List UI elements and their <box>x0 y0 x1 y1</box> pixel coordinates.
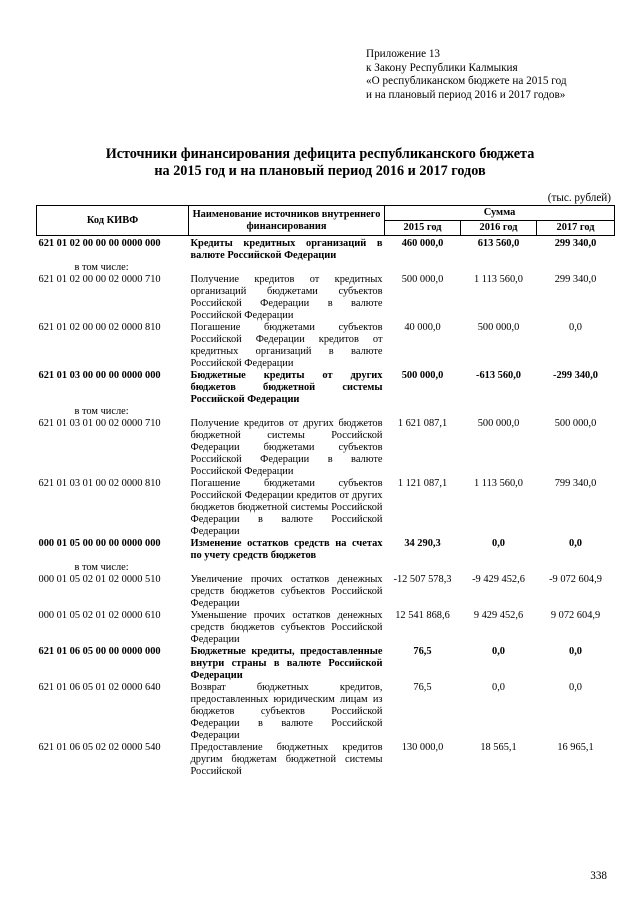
row-2017: 9 072 604,9 <box>550 610 601 621</box>
row-2016: -613 560,0 <box>475 370 522 381</box>
row-2017: 500 000,0 <box>554 418 597 429</box>
row-2017: 0,0 <box>569 682 582 693</box>
including-row <box>37 562 615 574</box>
units-label: (тыс. рублей) <box>547 192 611 204</box>
row-2016: -9 429 452,6 <box>472 574 525 585</box>
appendix-note <box>366 48 616 102</box>
table-row <box>37 646 615 682</box>
row-2015: 460 000,0 <box>401 238 444 249</box>
row-2016: 500 000,0 <box>477 322 520 333</box>
row-name: Получение кредитов от кредитных организаций бюджетами субъектов Российской Федерации в валюте Российской Федерации <box>190 274 383 321</box>
row-name: Уменьшение прочих остатков денежных средств бюджетов субъектов Российской Федерации <box>190 610 383 645</box>
title-line-2: на 2015 год и на плановый период 2016 и 2017 годов <box>154 163 486 179</box>
table-row <box>37 236 615 263</box>
row-code: 000 01 05 00 00 00 0000 000 <box>38 538 161 549</box>
table-row <box>37 574 615 610</box>
including-row <box>37 406 615 418</box>
row-name: Бюджетные кредиты, предоставленные внутри страны в валюте Российской Федерации <box>190 646 383 681</box>
row-2016: 9 429 452,6 <box>473 610 524 621</box>
row-code: 621 01 06 05 00 00 0000 000 <box>38 646 161 657</box>
row-2015: 76,5 <box>413 646 432 657</box>
row-name: Погашение бюджетами субъектов Российской Федерации кредитов от кредитных организаций в валюте Российской Федерации <box>190 322 383 369</box>
page-number: 338 <box>590 870 607 882</box>
appendix-line: «О республиканском бюджете на 2015 год <box>366 75 567 88</box>
table-row <box>37 478 615 538</box>
including-label: в том числе: <box>74 262 129 273</box>
row-2017: 299 340,0 <box>554 238 597 249</box>
header-2015: 2015 год <box>385 221 461 236</box>
row-2016: 1 113 560,0 <box>474 274 523 285</box>
row-2015: 130 000,0 <box>401 742 444 753</box>
header-2017: 2017 год <box>537 221 615 236</box>
row-name: Возврат бюджетных кредитов, предоставленных юридическим лицам из бюджетов субъектов Российской Федерации в валюте Российской Федерации <box>190 682 383 741</box>
header-code: Код КИВФ <box>37 206 189 236</box>
row-code: 621 01 02 00 00 02 0000 810 <box>38 322 161 333</box>
table-row <box>37 370 615 406</box>
row-2017: 0,0 <box>569 646 582 657</box>
row-name: Увеличение прочих остатков денежных средств бюджетов субъектов Российской Федерации <box>190 574 383 609</box>
row-2015: 500 000,0 <box>401 370 444 381</box>
row-code: 621 01 06 05 02 02 0000 540 <box>38 742 161 753</box>
row-name: Кредиты кредитных организаций в валюте Российской Федерации <box>190 238 383 261</box>
row-name: Получение кредитов от других бюджетов бюджетной системы Российской Федерации бюджетами субъектов Российской Федерации в валюте Российской Федерации <box>190 418 383 477</box>
appendix-line: Приложение 13 <box>366 48 441 60</box>
row-code: 621 01 02 00 00 02 0000 710 <box>38 274 161 285</box>
row-2016: 0,0 <box>492 538 505 549</box>
row-2017: 799 340,0 <box>554 478 597 489</box>
table-row <box>37 322 615 370</box>
row-2015: 76,5 <box>413 682 432 693</box>
row-name: Предоставление бюджетных кредитов другим бюджетам бюджетной системы Российской <box>190 742 383 777</box>
row-2016: 613 560,0 <box>477 238 520 249</box>
row-2015: -12 507 578,3 <box>393 574 452 585</box>
row-code: 000 01 05 02 01 02 0000 510 <box>38 574 161 585</box>
including-row <box>37 262 615 274</box>
row-2017: 299 340,0 <box>554 274 597 285</box>
table-row <box>37 610 615 646</box>
table-row <box>37 538 615 562</box>
row-2016: 0,0 <box>492 646 505 657</box>
including-label: в том числе: <box>74 562 129 573</box>
header-name: Наименование источников внутреннего финансирования <box>189 206 385 236</box>
row-code: 621 01 03 01 00 02 0000 710 <box>38 418 161 429</box>
row-2017: -299 340,0 <box>552 370 599 381</box>
table-row <box>37 742 615 778</box>
appendix-line: и на плановый период 2016 и 2017 годов» <box>366 88 566 101</box>
header-2016: 2016 год <box>461 221 537 236</box>
row-2016: 0,0 <box>492 682 505 693</box>
row-2015: 500 000,0 <box>401 274 444 285</box>
row-name: Погашение бюджетами субъектов Российской Федерации кредитов от других бюджетов бюджетной системы Российской Федерации в валюте Российской Федерации <box>190 478 383 537</box>
row-2016: 500 000,0 <box>477 418 520 429</box>
table-row <box>37 682 615 742</box>
row-code: 621 01 03 00 00 00 0000 000 <box>38 370 161 381</box>
row-2015: 40 000,0 <box>404 322 441 333</box>
row-code: 621 01 06 05 01 02 0000 640 <box>38 682 161 693</box>
row-name: Изменение остатков средств на счетах по учету средств бюджетов <box>190 538 383 561</box>
row-2016: 1 113 560,0 <box>474 478 523 489</box>
header-sum: Сумма <box>385 206 615 221</box>
title-line-1: Источники финансирования дефицита республиканского бюджета <box>105 146 535 162</box>
row-2016: 18 565,1 <box>480 742 517 753</box>
including-label: в том числе: <box>74 406 129 417</box>
row-2017: 0,0 <box>569 322 582 333</box>
row-2017: 0,0 <box>569 538 582 549</box>
row-2015: 12 541 868,6 <box>395 610 450 621</box>
appendix-line: к Закону Республики Калмыкия <box>366 61 518 74</box>
table-row <box>37 418 615 478</box>
row-2017: 16 965,1 <box>557 742 594 753</box>
table-row <box>37 274 615 322</box>
row-name: Бюджетные кредиты от других бюджетов бюджетной системы Российской Федерации <box>190 370 383 405</box>
row-code: 621 01 02 00 00 00 0000 000 <box>38 238 161 249</box>
row-2015: 1 121 087,1 <box>397 478 448 489</box>
row-code: 621 01 03 01 00 02 0000 810 <box>38 478 161 489</box>
row-2017: -9 072 604,9 <box>549 574 602 585</box>
page-title <box>40 146 600 180</box>
row-2015: 34 290,3 <box>404 538 441 549</box>
row-code: 000 01 05 02 01 02 0000 610 <box>38 610 161 621</box>
financing-table <box>36 205 615 778</box>
row-2015: 1 621 087,1 <box>397 418 448 429</box>
